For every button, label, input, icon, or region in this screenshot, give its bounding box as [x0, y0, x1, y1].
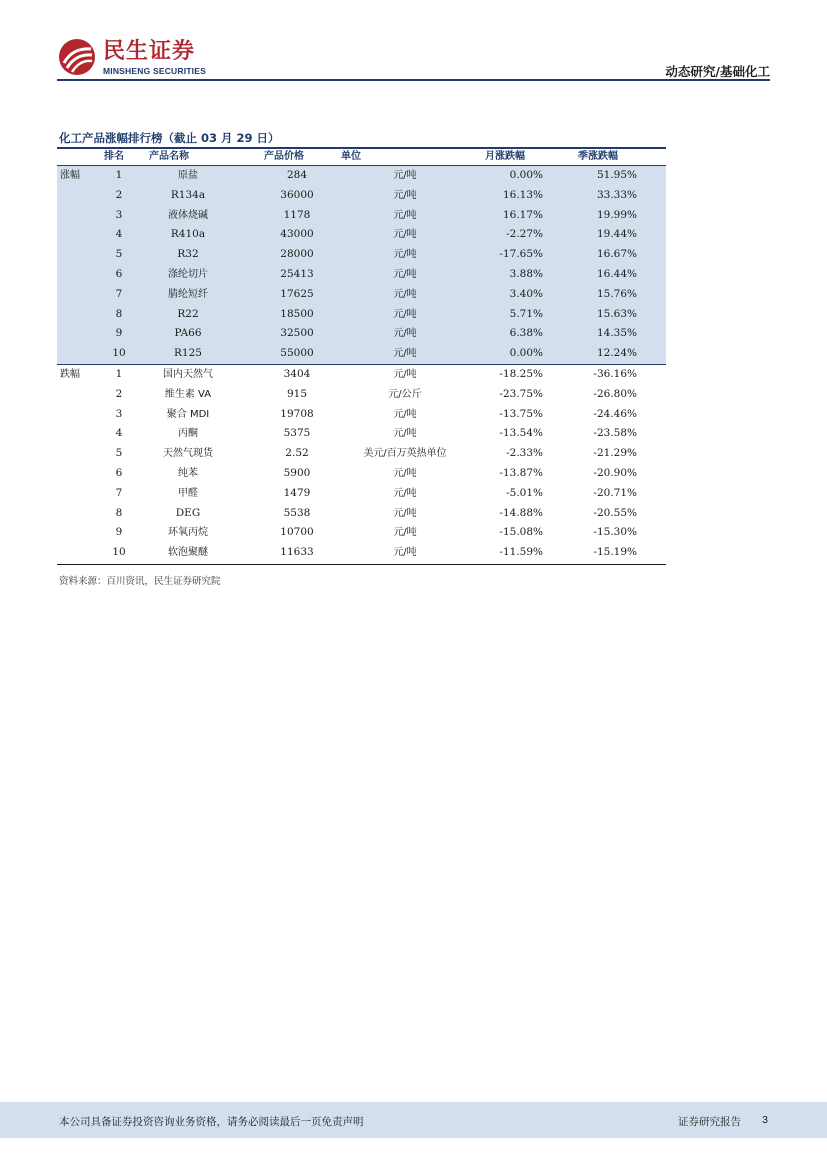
price-cell: 915 [286, 387, 308, 400]
product-name-cell: 环氧丙烷 [168, 527, 208, 539]
table-row [57, 324, 666, 344]
quarterly-change-cell: -21.29% [593, 447, 637, 460]
quarterly-change-cell: 19.99% [596, 208, 637, 221]
monthly-change-cell: 3.40% [509, 287, 543, 300]
rank-cell: 4 [115, 228, 123, 241]
product-name-cell: 国内天然气 [163, 369, 213, 380]
unit-cell: 元/吨 [393, 328, 417, 340]
quarterly-change-cell: -20.71% [593, 486, 637, 499]
rank-cell: 10 [112, 347, 126, 360]
page-header [0, 0, 827, 82]
unit-cell: 元/吨 [393, 249, 417, 261]
price-cell: 3404 [283, 368, 311, 380]
monthly-change-cell: 0.00% [509, 347, 543, 360]
header-monthly-change: 月涨跌幅 [485, 151, 525, 162]
rank-cell: 6 [115, 467, 123, 479]
price-cell: 55000 [280, 347, 314, 360]
table-title: 化工产品涨幅排行榜（截止 03 月 29 日） [59, 131, 280, 145]
table-row [57, 523, 666, 543]
monthly-change-cell: -2.33% [506, 447, 543, 460]
rank-cell: 2 [115, 387, 123, 400]
group-label: 涨幅 [60, 170, 80, 181]
quarterly-change-cell: 16.67% [596, 248, 637, 261]
unit-cell: 元/吨 [393, 308, 417, 320]
monthly-change-cell: -2.27% [506, 228, 543, 241]
product-name-cell: 聚合 MDI [166, 408, 210, 420]
monthly-change-cell: -15.08% [499, 526, 543, 539]
unit-cell: 元/公斤 [388, 388, 422, 400]
page-number: 3 [762, 1114, 768, 1126]
product-name-cell: 纯苯 [178, 468, 198, 479]
table-row [57, 186, 666, 206]
product-name-cell: 涤纶切片 [168, 269, 208, 280]
monthly-change-cell: 3.88% [509, 268, 543, 280]
monthly-change-cell: -13.75% [499, 407, 543, 420]
rank-cell: 7 [115, 486, 123, 499]
product-name-cell: 原盐 [178, 170, 198, 181]
unit-cell: 元/吨 [393, 468, 417, 479]
monthly-change-cell: -17.65% [499, 248, 543, 261]
table-row [57, 405, 666, 425]
minsheng-logo-icon [58, 38, 96, 76]
rank-cell: 5 [115, 447, 123, 460]
header-rank: 排名 [104, 151, 124, 162]
table-row [57, 344, 666, 364]
quarterly-change-cell: 51.95% [596, 169, 637, 181]
table-row [57, 464, 666, 484]
table-row [57, 385, 666, 405]
price-cell: 2.52 [285, 447, 309, 460]
price-cell: 36000 [280, 188, 314, 201]
monthly-change-cell: -14.88% [499, 506, 543, 519]
quarterly-change-cell: 14.35% [596, 327, 637, 340]
footer-disclaimer: 本公司具备证券投资咨询业务资格，请务必阅读最后一页免责声明 [59, 1116, 364, 1128]
quarterly-change-cell: 33.33% [596, 188, 637, 201]
table-row [57, 285, 666, 305]
table-row [57, 424, 666, 444]
unit-cell: 元/吨 [393, 547, 417, 559]
unit-cell: 元/吨 [393, 428, 417, 440]
price-cell: 43000 [280, 228, 314, 241]
quarterly-change-cell: 15.76% [596, 287, 637, 300]
table-row [57, 166, 666, 186]
table-row [57, 444, 666, 464]
monthly-change-cell: 16.17% [502, 208, 543, 221]
price-cell: 11633 [280, 546, 314, 559]
rank-cell: 9 [115, 327, 123, 340]
table-row [57, 245, 666, 265]
rank-cell: 5 [115, 248, 123, 261]
unit-cell: 元/吨 [393, 369, 417, 380]
monthly-change-cell: -23.75% [499, 387, 543, 400]
table-row [57, 225, 666, 245]
table-row [57, 365, 666, 385]
unit-cell: 元/吨 [393, 527, 417, 539]
page-footer [0, 1102, 827, 1138]
product-name-cell: R125 [174, 347, 202, 360]
unit-cell: 元/吨 [393, 348, 417, 360]
unit-cell: 元/吨 [393, 487, 417, 499]
price-cell: 25413 [280, 268, 314, 280]
quarterly-change-cell: -24.46% [593, 407, 637, 420]
unit-cell: 元/吨 [393, 209, 417, 221]
monthly-change-cell: -13.54% [499, 427, 543, 440]
quarterly-change-cell: 15.63% [596, 307, 637, 320]
rank-cell: 3 [115, 208, 123, 221]
product-name-cell: 维生素 VA [164, 388, 212, 400]
price-cell: 284 [286, 169, 308, 181]
table-row [57, 504, 666, 524]
rank-cell: 10 [112, 546, 126, 559]
group-label: 跌幅 [60, 369, 80, 380]
quarterly-change-cell: 12.24% [596, 347, 637, 360]
fall-group [57, 365, 666, 564]
footer-report-type: 证券研究报告 [678, 1116, 741, 1128]
price-cell: 1178 [283, 208, 311, 221]
price-cell: 32500 [280, 327, 314, 340]
quarterly-change-cell: 16.44% [596, 268, 637, 280]
unit-cell: 元/吨 [393, 288, 417, 300]
logo-chinese-text: 民生证券 [103, 39, 196, 64]
data-source-note: 资料来源：百川资讯，民生证券研究院 [59, 576, 221, 587]
price-cell: 18500 [280, 307, 314, 320]
quarterly-change-cell: -23.58% [593, 427, 637, 440]
logo-english-text: MINSHENG SECURITIES [103, 66, 206, 76]
product-name-cell: R134a [170, 188, 206, 201]
monthly-change-cell: -5.01% [506, 486, 543, 499]
price-cell: 5375 [283, 427, 311, 440]
quarterly-change-cell: 19.44% [596, 228, 637, 241]
header-unit: 单位 [341, 151, 361, 162]
product-name-cell: PA66 [174, 327, 202, 340]
rank-cell: 7 [115, 287, 123, 300]
rank-cell: 1 [115, 169, 123, 181]
price-cell: 19708 [280, 407, 314, 420]
product-name-cell: R22 [177, 307, 199, 320]
rank-cell: 9 [115, 526, 123, 539]
table-row [57, 543, 666, 563]
rise-group [57, 166, 666, 364]
monthly-change-cell: 16.13% [502, 188, 543, 201]
price-cell: 17625 [280, 287, 314, 300]
monthly-change-cell: 6.38% [509, 327, 543, 340]
price-cell: 10700 [280, 526, 314, 539]
table-row [57, 265, 666, 285]
monthly-change-cell: 0.00% [509, 169, 543, 181]
rank-cell: 4 [115, 427, 123, 440]
product-name-cell: 液体烧碱 [168, 209, 208, 221]
header-product-name: 产品名称 [149, 151, 189, 162]
rank-cell: 2 [115, 188, 123, 201]
quarterly-change-cell: -15.30% [593, 526, 637, 539]
price-cell: 5900 [283, 467, 311, 479]
document-category: 动态研究/基础化工 [665, 64, 770, 79]
rank-cell: 8 [115, 307, 123, 320]
table-header-row [57, 149, 666, 165]
monthly-change-cell: -13.87% [499, 467, 543, 479]
price-cell: 1479 [283, 486, 311, 499]
product-name-cell: R32 [177, 248, 199, 261]
table-row [57, 484, 666, 504]
monthly-change-cell: -11.59% [499, 546, 543, 559]
quarterly-change-cell: -15.19% [593, 546, 637, 559]
unit-cell: 元/吨 [393, 189, 417, 201]
product-name-cell: 丙酮 [178, 428, 198, 440]
rank-cell: 3 [115, 407, 123, 420]
rank-cell: 1 [115, 368, 123, 380]
quarterly-change-cell: -36.16% [593, 368, 637, 380]
unit-cell: 元/吨 [393, 170, 417, 181]
unit-cell: 元/吨 [393, 229, 417, 241]
product-name-cell: 软泡聚醚 [168, 547, 208, 559]
quarterly-change-cell: -20.90% [593, 467, 637, 479]
rank-cell: 8 [115, 506, 123, 519]
price-cell: 28000 [280, 248, 314, 261]
table-bottom-rule [57, 564, 666, 565]
product-name-cell: 腈纶短纤 [168, 288, 208, 300]
unit-cell: 元/吨 [393, 269, 417, 280]
monthly-change-cell: -18.25% [499, 368, 543, 380]
product-name-cell: 甲醛 [178, 487, 198, 499]
unit-cell: 元/吨 [393, 507, 417, 519]
header-quarterly-change: 季涨跌幅 [578, 151, 618, 162]
unit-cell: 美元/百万英热单位 [363, 448, 447, 460]
header-divider [57, 79, 770, 81]
price-cell: 5538 [283, 506, 311, 519]
product-name-cell: 天然气现货 [163, 448, 213, 460]
rank-cell: 6 [115, 268, 123, 280]
table-row [57, 206, 666, 226]
header-product-price: 产品价格 [264, 151, 304, 162]
table-row [57, 305, 666, 325]
quarterly-change-cell: -20.55% [593, 506, 637, 519]
monthly-change-cell: 5.71% [509, 307, 543, 320]
quarterly-change-cell: -26.80% [593, 387, 637, 400]
product-name-cell: DEG [175, 506, 201, 519]
unit-cell: 元/吨 [393, 408, 417, 420]
product-name-cell: R410a [170, 228, 206, 241]
